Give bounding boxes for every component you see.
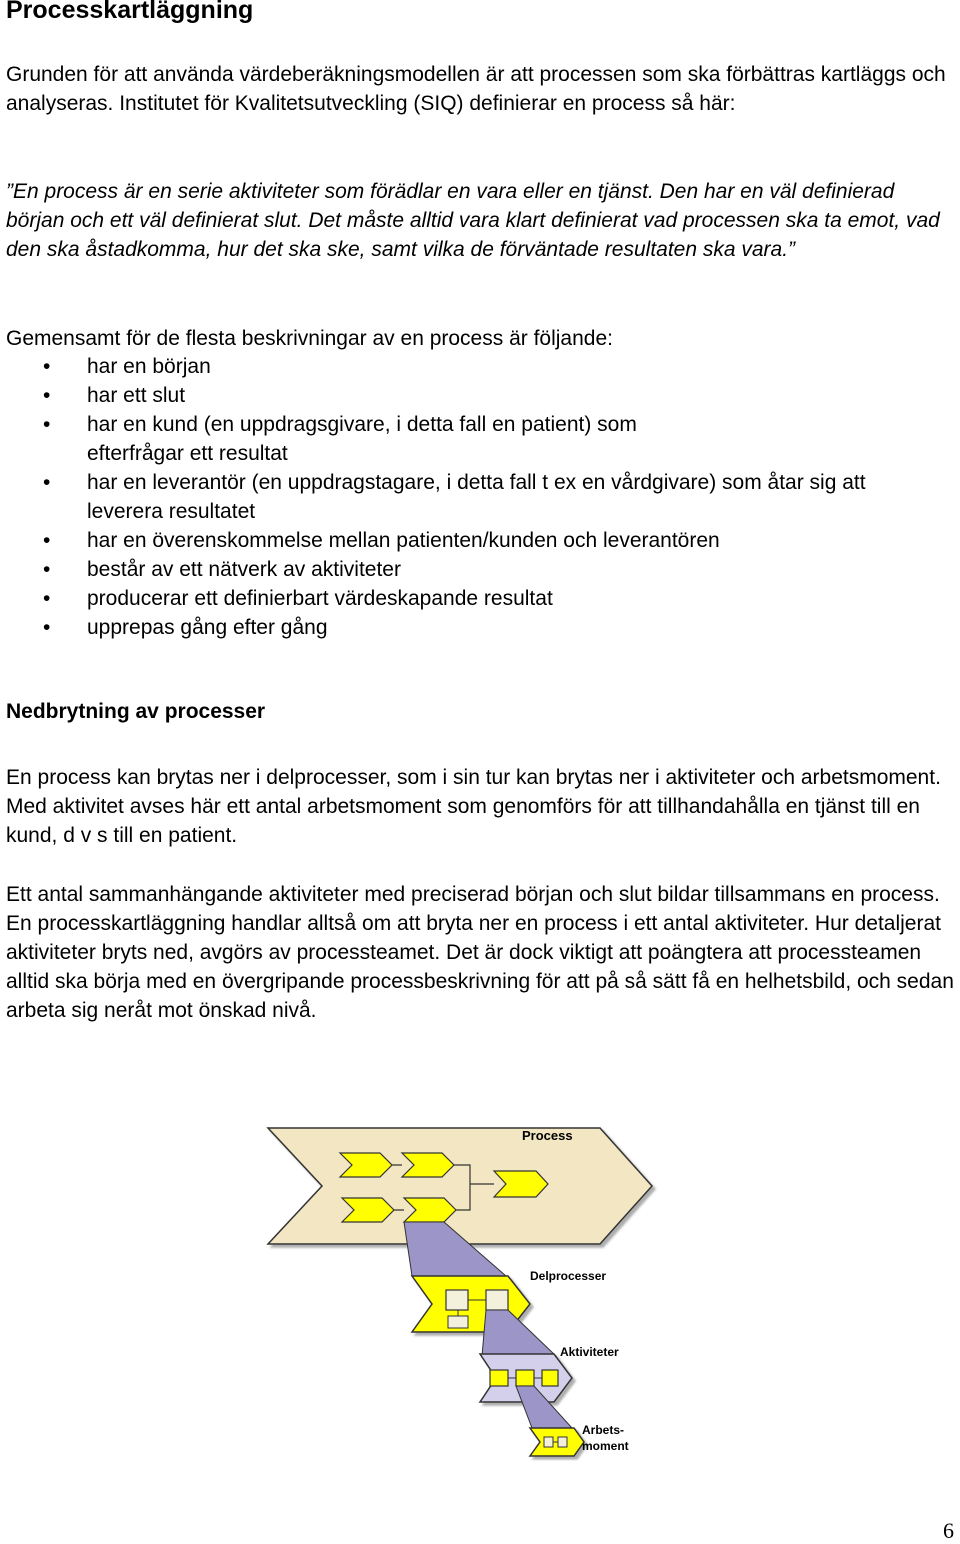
bullet-icon: • bbox=[43, 471, 51, 494]
list-item bbox=[6, 526, 956, 555]
list-item-text: har en kund (en uppdragsgivare, i detta fall en patient) som efterfrågar ett resultat bbox=[87, 413, 637, 465]
list-item-text: har en början bbox=[87, 355, 211, 378]
bullet-icon: • bbox=[43, 413, 51, 436]
bullet-icon: • bbox=[43, 529, 51, 552]
list-item-text: upprepas gång efter gång bbox=[87, 616, 328, 639]
list-item bbox=[6, 555, 956, 584]
intro-paragraph: Grunden för att använda värdeberäkningsmodellen är att processen som ska förbättras kartläggs och analyseras. Institutet för Kvalitetsutveckling (SIQ) definierar en process så här: bbox=[6, 63, 946, 115]
activity-label: Aktiviteter bbox=[560, 1345, 619, 1359]
process-characteristics-list bbox=[6, 352, 956, 642]
list-item bbox=[6, 584, 956, 613]
delprocess-box bbox=[446, 1290, 468, 1310]
process-label: Process bbox=[522, 1128, 573, 1143]
bullet-icon: • bbox=[43, 587, 51, 610]
process-decomposition-diagram bbox=[262, 1116, 682, 1476]
arbetsmoment-label-line2: moment bbox=[582, 1439, 629, 1453]
list-item bbox=[6, 613, 956, 642]
activity-box bbox=[516, 1370, 534, 1386]
arbetsmoment-box bbox=[558, 1437, 567, 1447]
list-item bbox=[6, 468, 867, 526]
list-item-text: har ett slut bbox=[87, 384, 186, 407]
siq-definition-quote: ”En process är en serie aktiviteter som förädlar en vara eller en tjänst. Den har en väl definierad början och ett väl definierat slut. Det måste alltid vara klart definierat vad processen ska ta emot, vad den ska åstadkomma, hur det ska ske, samt vilka de förväntade resultaten ska vara.” bbox=[6, 180, 940, 261]
list-item bbox=[6, 352, 956, 381]
list-item bbox=[6, 410, 707, 468]
delprocess-label: Delprocesser bbox=[530, 1269, 607, 1283]
list-item-text: producerar ett definierbart värdeskapande resultat bbox=[87, 587, 553, 610]
page-number: 6 bbox=[943, 1518, 954, 1543]
list-item-text: har en leverantör (en uppdragstagare, i detta fall t ex en vårdgivare) som åtar sig att leverera resultatet bbox=[87, 471, 866, 523]
bullet-icon: • bbox=[43, 355, 51, 378]
arbetsmoment-label-line1: Arbets- bbox=[582, 1423, 625, 1437]
bullet-icon: • bbox=[43, 558, 51, 581]
section-heading-nedbrytning: Nedbrytning av processer bbox=[6, 700, 266, 723]
delprocess-box bbox=[448, 1316, 468, 1328]
list-item bbox=[6, 381, 956, 410]
decomposition-paragraph: En process kan brytas ner i delprocesser, som i sin tur kan brytas ner i aktiviteter och arbetsmoment. Med aktivitet avses här ett antal arbetsmoment som genomförs för att tillhandahålla en tjänst till en kund, d v s till en patient. bbox=[6, 766, 941, 847]
list-intro: Gemensamt för de flesta beskrivningar av en process är följande: bbox=[6, 327, 613, 350]
bullet-icon: • bbox=[43, 384, 51, 407]
arbetsmoment-box bbox=[544, 1437, 553, 1447]
list-item-text: har en överenskommelse mellan patienten/kunden och leverantören bbox=[87, 529, 720, 552]
delprocess-box bbox=[486, 1290, 508, 1310]
section-heading-processkartlaggning: Processkartläggning bbox=[6, 0, 254, 24]
activity-box bbox=[542, 1370, 558, 1386]
list-item-text: består av ett nätverk av aktiviteter bbox=[87, 558, 401, 581]
process-mapping-paragraph: Ett antal sammanhängande aktiviteter med preciserad början och slut bildar tillsammans en process. En processkartläggning handlar alltså om att bryta ner en process i ett antal aktiviteter. Hur detaljerat aktiviteter bryts ned, avgörs av processteamet. Det är dock viktigt att poängtera att processteamen alltid ska börja med en övergripande processbeskrivning för att på så sätt få en helhetsbild, och sedan arbeta sig neråt mot önskad nivå. bbox=[6, 883, 954, 1022]
bullet-icon: • bbox=[43, 616, 51, 639]
activity-box bbox=[490, 1370, 508, 1386]
process-chevron bbox=[268, 1128, 652, 1244]
